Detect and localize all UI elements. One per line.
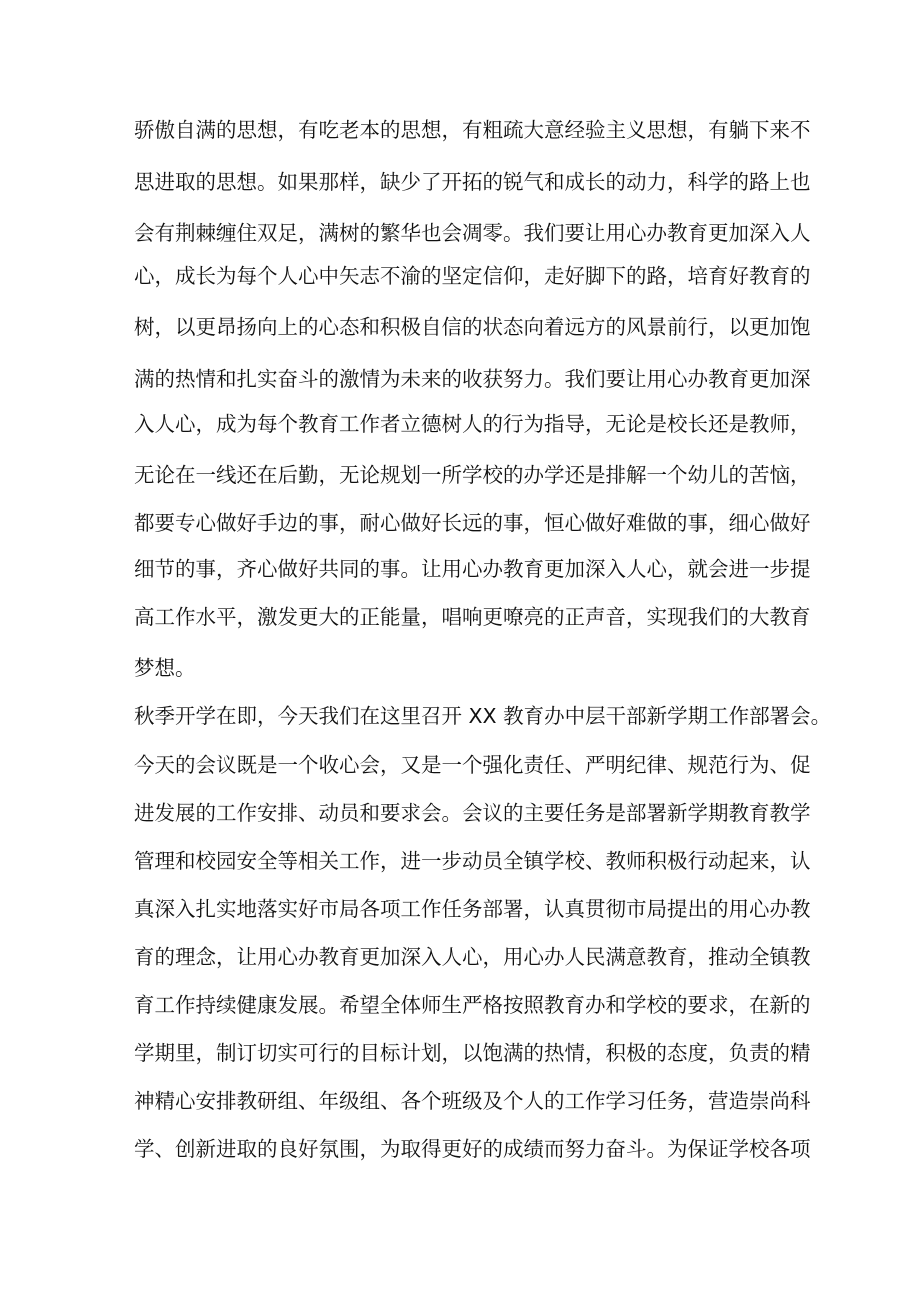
text-line: 梦想。 [134,656,196,680]
text-line: 树，以更昂扬向上的心态和积极自信的状态向着远方的风景前行，以更加饱 [134,315,811,339]
text-line: 入人心，成为每个教育工作者立德树人的行为指导，无论是校长还是教师， [134,412,811,436]
text-line: 高工作水平，激发更大的正能量，唱响更嘹亮的正声音，实现我们的大教育 [134,605,811,629]
text-line: 学、创新进取的良好氛围，为取得更好的成绩而努力奋斗。为保证学校各项 [134,1137,811,1161]
text-line: 满的热情和扎实奋斗的激情为未来的收获努力。我们要让用心办教育更加深 [134,367,811,391]
text-line: 无论在一线还在后勤，无论规划一所学校的办学还是排解一个幼儿的苦恼， [134,463,811,487]
text-line: 会有荆棘缠住双足，满树的繁华也会凋零。我们要让用心办教育更加深入人 [134,221,811,245]
text-line: 神精心安排教研组、年级组、各个班级及个人的工作学习任务，营造崇尚科 [134,1089,811,1113]
text-line: 今天的会议既是一个收心会，又是一个强化责任、严明纪律、规范行为、促 [134,753,811,777]
text-line: 管理和校园安全等相关工作，进一步动员全镇学校、教师积极行动起来，认 [134,849,811,873]
text-line: 都要专心做好手边的事，耐心做好长远的事，恒心做好难做的事，细心做好 [134,511,811,535]
text-line: 心，成长为每个人心中矢志不渝的坚定信仰，走好脚下的路，培育好教育的 [134,264,811,288]
text-line: 细节的事，齐心做好共同的事。让用心办教育更加深入人心，就会进一步提 [134,557,811,581]
text-line: 真深入扎实地落实好市局各项工作任务部署，认真贯彻市局提出的用心办教 [134,897,811,921]
text-line: 进发展的工作安排、动员和要求会。会议的主要任务是部署新学期教育教学 [134,801,811,825]
text-line: 骄傲自满的思想，有吃老本的思想，有粗疏大意经验主义思想，有躺下来不 [134,118,811,142]
text-line: 秋季开学在即，今天我们在这里召开 XX 教育办中层干部新学期工作部署会。 [134,704,832,728]
text-line: 育工作持续健康发展。希望全体师生严格按照教育办和学校的要求，在新的 [134,993,811,1017]
text-line: 育的理念，让用心办教育更加深入人心，用心办人民满意教育，推动全镇教 [134,945,811,969]
text-line: 学期里，制订切实可行的目标计划，以饱满的热情，积极的态度，负责的精 [134,1041,811,1065]
text-line: 思进取的思想。如果那样，缺少了开拓的锐气和成长的动力，科学的路上也 [134,170,811,194]
